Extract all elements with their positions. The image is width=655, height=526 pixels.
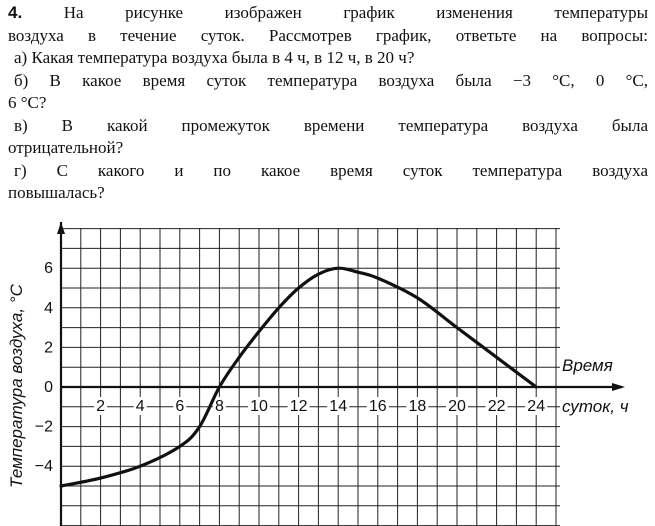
question-d-line1: г) С какого и по какое время суток температура воздуха xyxy=(14,160,648,180)
curve-point xyxy=(198,425,200,427)
intro-text-1: На рисунке изображен график изменения температуры xyxy=(63,3,649,22)
question-c-line1: в) В какой промежуток времени температура воздуха была xyxy=(14,115,648,135)
y-axis-arrow xyxy=(57,222,65,234)
curve-point xyxy=(377,277,379,279)
y-tick-label: 6 xyxy=(44,260,53,278)
y-tick-labels xyxy=(35,260,53,475)
x-tick-label: 24 xyxy=(527,398,546,415)
problem-number: 4. xyxy=(8,3,23,22)
x-axis-arrow xyxy=(612,383,625,391)
x-tick-label: 14 xyxy=(329,398,348,415)
curve-point xyxy=(456,326,458,328)
curve-point xyxy=(179,445,181,447)
x-tick-label: 2 xyxy=(96,398,106,415)
x-tick-label: 10 xyxy=(250,398,268,415)
x-tick-label: 6 xyxy=(175,398,185,415)
y-tick-label: −2 xyxy=(34,418,53,436)
curve-point xyxy=(317,273,319,275)
y-tick-label: −4 xyxy=(34,458,53,476)
problem-intro-line2: воздуха в течение суток. Рассмотрев график, ответьте на вопросы: xyxy=(8,25,648,45)
y-axis-label: Температура воздуха, °С xyxy=(7,284,26,488)
curve-point xyxy=(238,356,240,358)
y-tick-label: 0 xyxy=(44,379,53,396)
y-tick-label: 4 xyxy=(44,299,53,317)
x-tick-label: 16 xyxy=(368,398,387,415)
curve-point xyxy=(139,465,141,467)
x-axis-label-line2: суток, ч xyxy=(562,397,629,416)
curve-point xyxy=(258,330,260,332)
x-tick-label: 20 xyxy=(448,398,466,415)
curve-point xyxy=(357,271,359,273)
question-b-line1: б) В какое время суток температура воздуха была −3 °С, 0 °С, xyxy=(14,70,648,90)
curve-point xyxy=(297,287,299,289)
x-tick-label: 18 xyxy=(408,398,427,415)
curve-point xyxy=(337,267,339,269)
x-tick-labels xyxy=(94,397,547,415)
curve-point xyxy=(416,297,418,299)
curve-point xyxy=(99,477,101,479)
curve-point xyxy=(60,485,62,487)
y-tick-label: 2 xyxy=(44,339,53,357)
question-b-line2: 6 °С? xyxy=(8,93,47,112)
curve-point xyxy=(495,356,497,358)
curve-point xyxy=(218,386,220,388)
question-d-line2: повышалась? xyxy=(8,183,105,202)
x-tick-label: 8 xyxy=(214,398,224,415)
x-tick-label: 22 xyxy=(487,398,506,415)
curve-point xyxy=(278,307,280,309)
question-a: а) Какая температура воздуха была в 4 ч, в 12 ч, в 20 ч? xyxy=(14,48,415,67)
curve-point xyxy=(535,386,537,388)
x-tick-label: 12 xyxy=(289,398,308,415)
chart-grid xyxy=(61,228,560,526)
question-c-line2: отрицательной? xyxy=(8,138,124,157)
x-axis-label-line1: Время xyxy=(562,356,613,375)
x-tick-label: 4 xyxy=(135,398,145,415)
